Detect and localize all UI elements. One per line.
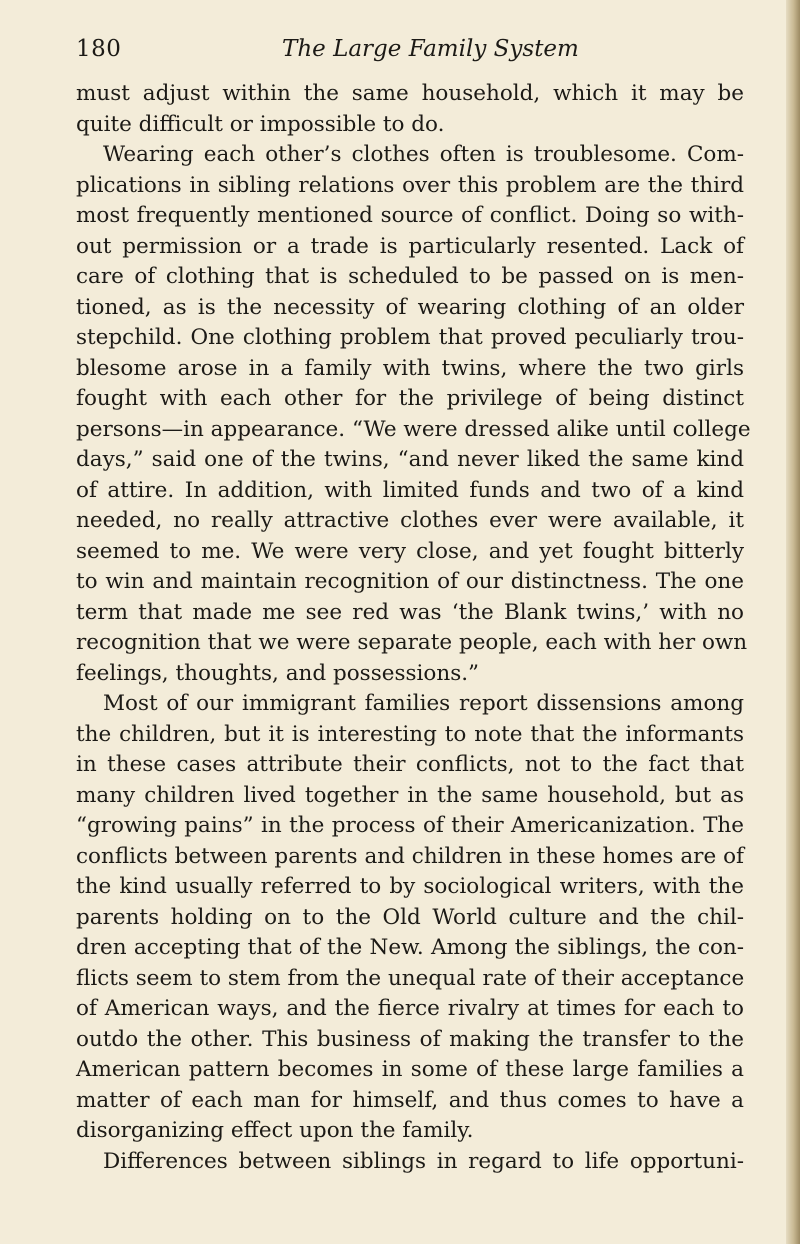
page-header	[76, 36, 736, 70]
text-line: tioned, as is the necessity of wearing clothing of an older	[76, 294, 744, 320]
text-line: persons—in appearance. “We were dressed alike until college	[76, 416, 751, 442]
text-line: flicts seem to stem from the unequal rate of their acceptance	[76, 965, 745, 991]
text-line: many children lived together in the same household, but as	[76, 782, 744, 808]
text-line: parents holding on to the Old World culture and the chil-	[76, 904, 744, 930]
text-line: out permission or a trade is particularly resented. Lack of	[76, 233, 744, 259]
text-line: Wearing each other’s clothes often is troublesome. Com-	[103, 142, 744, 167]
text-line: Most of our immigrant families report dissensions among	[103, 691, 744, 716]
text-line: “growing pains” in the process of their Americanization. The	[76, 813, 744, 838]
text-line: matter of each man for himself, and thus comes to have a	[76, 1087, 744, 1113]
text-line: feelings, thoughts, and possessions.”	[76, 660, 480, 686]
text-line: American pattern becomes in some of these large families a	[76, 1057, 744, 1082]
text-line: quite difficult or impossible to do.	[76, 111, 445, 137]
running-head: The Large Family System	[282, 36, 579, 62]
text-line: the kind usually referred to by sociological writers, with the	[76, 874, 744, 899]
text-line: disorganizing effect upon the family.	[76, 1118, 474, 1143]
text-line: conflicts between parents and children in these homes are of	[76, 843, 744, 869]
text-line: plications in sibling relations over this problem are the third	[76, 172, 744, 198]
text-line: needed, no really attractive clothes ever were available, it	[76, 508, 744, 533]
text-line: of attire. In addition, with limited funds and two of a kind	[76, 477, 744, 503]
text-line: of American ways, and the fierce rivalry at times for each to	[76, 996, 744, 1021]
text-line: must adjust within the same household, which it may be	[76, 81, 744, 106]
text-line: outdo the other. This business of making the transfer to the	[76, 1026, 744, 1052]
text-line: in these cases attribute their conflicts, not to the fact that	[76, 752, 744, 777]
text-line: Differences between siblings in regard to life opportuni-	[103, 1148, 744, 1174]
text-line: dren accepting that of the New. Among the siblings, the con-	[76, 935, 744, 960]
page-number: 180	[76, 36, 122, 62]
text-line: seemed to me. We were very close, and yet fought bitterly	[76, 538, 744, 564]
page-edge	[786, 0, 800, 1244]
text-line: term that made me see red was ‘the Blank twins,’ with no	[76, 599, 744, 625]
text-line: the children, but it is interesting to note that the informants	[76, 721, 744, 747]
text-line: fought with each other for the privilege of being distinct	[76, 386, 744, 411]
text-line: blesome arose in a family with twins, where the two girls	[76, 355, 744, 381]
text-line: stepchild. One clothing problem that proved peculiarly trou-	[76, 325, 744, 350]
text-line: care of clothing that is scheduled to be passed on is men-	[76, 264, 744, 289]
text-line: days,” said one of the twins, “and never liked the same kind	[76, 447, 744, 472]
text-line: recognition that we were separate people, each with her own	[76, 630, 748, 655]
text-line: to win and maintain recognition of our distinctness. The one	[76, 569, 744, 594]
text-line: most frequently mentioned source of conflict. Doing so with-	[76, 203, 744, 228]
body-text	[76, 79, 751, 1177]
